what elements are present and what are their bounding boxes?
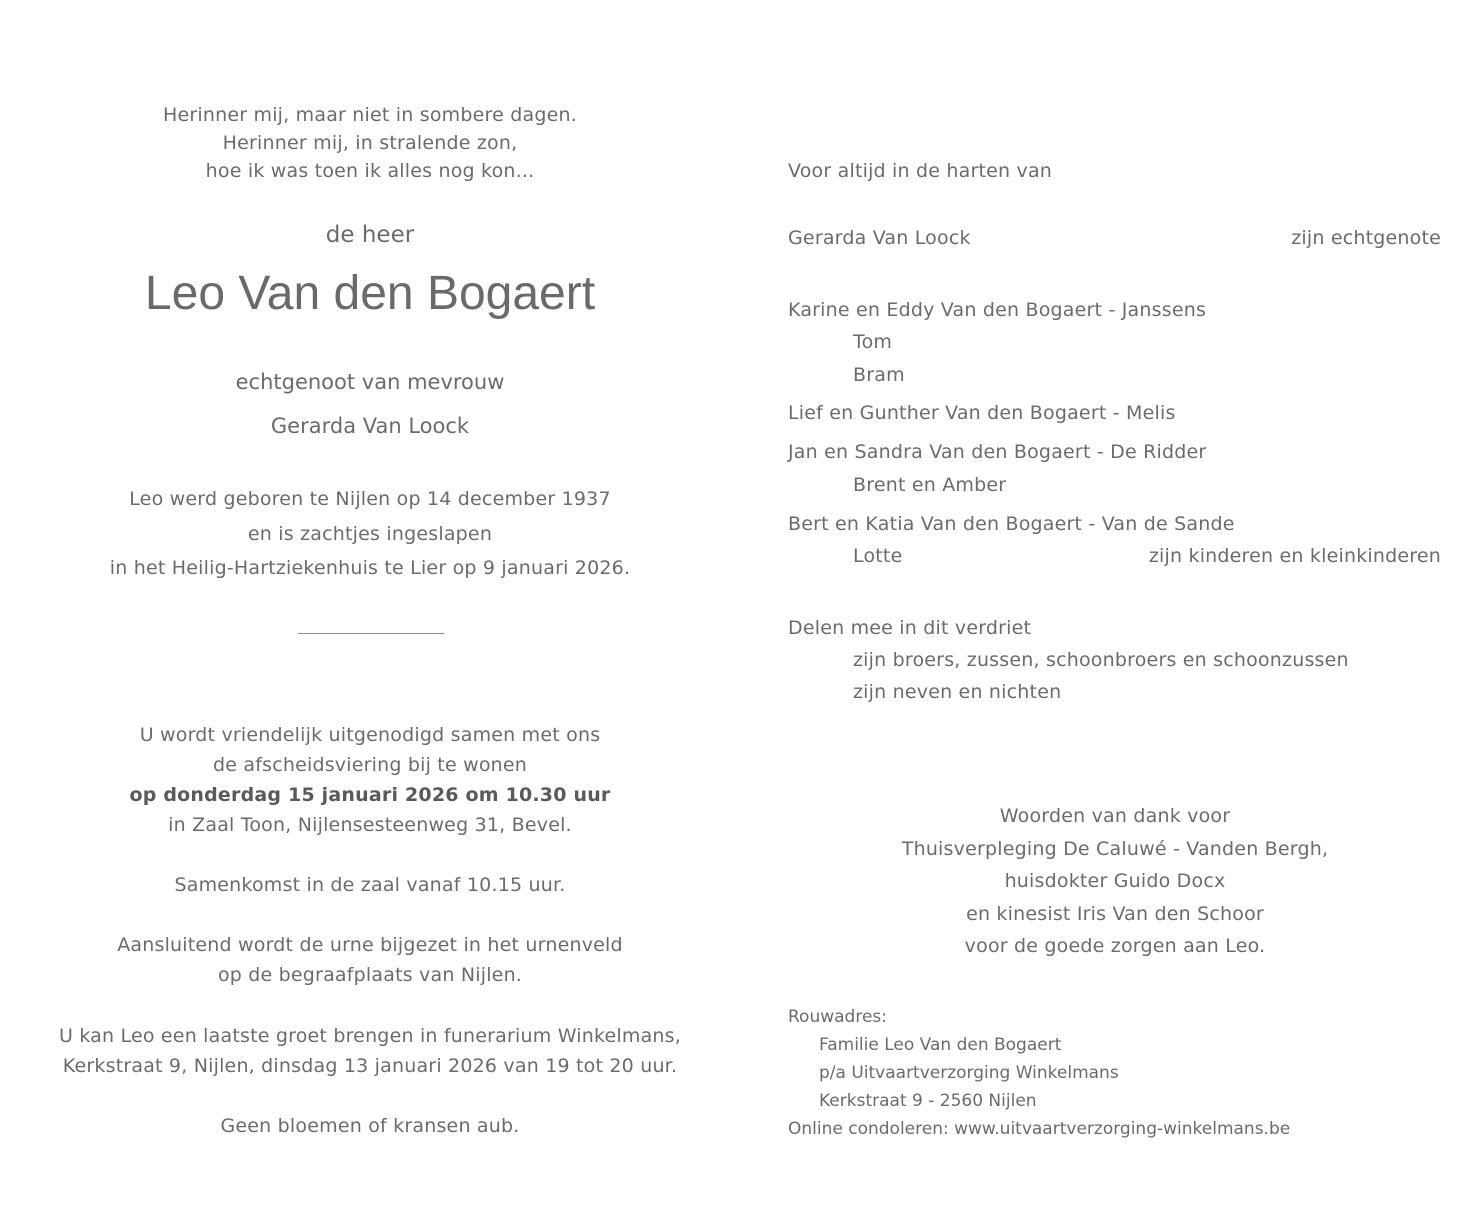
thanks-line-3: huisdokter Guido Docx — [1004, 870, 1226, 892]
invitation-line-1: U wordt vriendelijk uitgenodigd samen met ons — [139, 724, 601, 746]
poem-line-3: hoe ik was toen ik alles nog kon... — [205, 160, 535, 182]
thanks-line-1: Woorden van dank voor — [999, 805, 1231, 827]
visit-line-1: U kan Leo een laatste groet brengen in funerarium Winkelmans, — [58, 1025, 682, 1047]
family-spouse-role: zijn echtgenote — [1291, 227, 1441, 249]
life-line-1: Leo werd geboren te Nijlen op 14 december 1937 — [129, 488, 611, 510]
title-prefix: de heer — [325, 222, 415, 248]
address-line-3: Kerkstraat 9 - 2560 Nijlen — [819, 1091, 1037, 1111]
poem-line-1: Herinner mij, maar niet in sombere dagen. — [163, 104, 577, 126]
poem-line-2: Herinner mij, in stralende zon, — [222, 132, 518, 154]
no-flowers: Geen bloemen of kransen aub. — [220, 1115, 520, 1137]
life-line-3: in het Heilig-Hartziekenhuis te Lier op 9 januari 2026. — [109, 557, 631, 579]
invitation-date: op donderdag 15 januari 2026 om 10.30 uur — [129, 784, 611, 806]
family-child-4: Bert en Katia Van den Bogaert - Van de Sande — [788, 513, 1235, 535]
visit-line-2: Kerkstraat 9, Nijlen, dinsdag 13 januari 2026 van 19 tot 20 uur. — [62, 1055, 678, 1077]
thanks-line-5: voor de goede zorgen aan Leo. — [964, 935, 1266, 957]
share-intro: Delen mee in dit verdriet — [788, 617, 1032, 639]
family-grandchild-1b: Bram — [853, 364, 905, 386]
invitation-line-2: de afscheidsviering bij te wonen — [212, 754, 528, 776]
family-grandchild-4: Lotte — [853, 545, 903, 567]
gathering-text: Samenkomst in de zaal vanaf 10.15 uur. — [174, 874, 566, 896]
share-line-1: zijn broers, zussen, schoonbroers en schoonzussen — [853, 649, 1349, 671]
spouse-name: Gerarda Van Loock — [270, 414, 470, 438]
invitation-location: in Zaal Toon, Nijlensesteenweg 31, Bevel. — [168, 814, 572, 836]
family-child-1: Karine en Eddy Van den Bogaert - Janssens — [788, 299, 1207, 321]
thanks-line-4: en kinesist Iris Van den Schoor — [966, 903, 1264, 925]
family-intro: Voor altijd in de harten van — [788, 160, 1053, 182]
urn-line-1: Aansluitend wordt de urne bijgezet in het urnenveld — [117, 934, 623, 956]
family-child-3: Jan en Sandra Van den Bogaert - De Ridder — [788, 441, 1207, 463]
address-label: Rouwadres: — [788, 1007, 887, 1027]
life-line-2: en is zachtjes ingeslapen — [247, 523, 493, 545]
family-grandchild-3: Brent en Amber — [853, 474, 1007, 496]
urn-line-2: op de begraafplaats van Nijlen. — [217, 964, 523, 986]
spouse-intro: echtgenoot van mevrouw — [235, 370, 505, 394]
address-line-1: Familie Leo Van den Bogaert — [819, 1035, 1062, 1055]
address-line-2: p/a Uitvaartverzorging Winkelmans — [819, 1063, 1119, 1083]
family-grandchild-1a: Tom — [853, 331, 893, 353]
divider — [298, 633, 444, 634]
family-child-2: Lief en Gunther Van den Bogaert - Melis — [788, 402, 1176, 424]
family-children-role: zijn kinderen en kleinkinderen — [1148, 545, 1441, 567]
share-line-2: zijn neven en nichten — [853, 681, 1062, 703]
thanks-line-2: Thuisverpleging De Caluwé - Vanden Bergh, — [901, 838, 1329, 860]
deceased-name: Leo Van den Bogaert — [144, 267, 596, 320]
family-spouse: Gerarda Van Loock — [788, 227, 971, 249]
online-condolence: Online condoleren: www.uitvaartverzorging-winkelmans.be — [788, 1119, 1291, 1139]
